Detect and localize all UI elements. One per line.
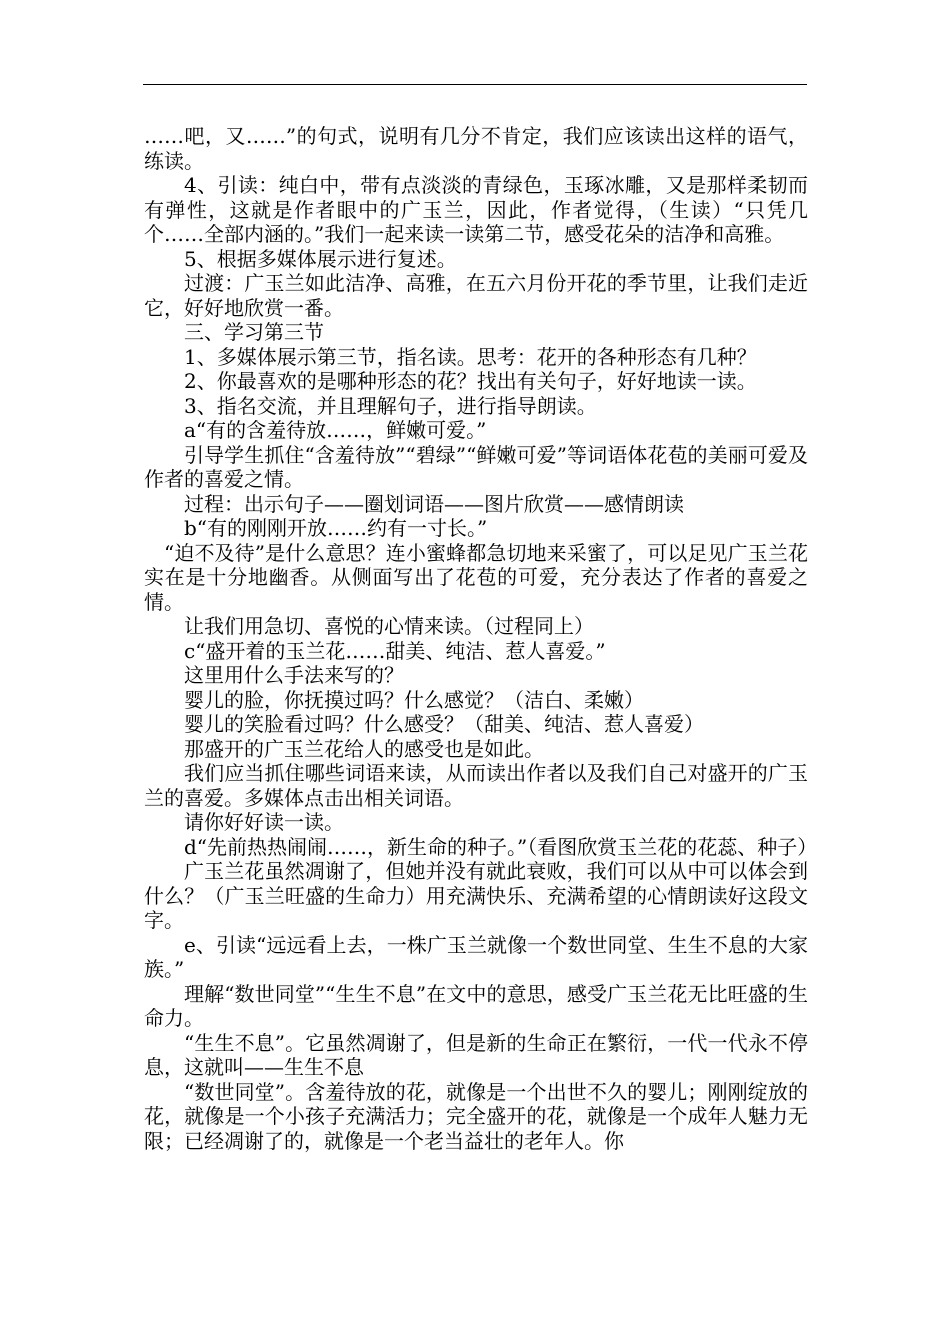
paragraph: 4、引读：纯白中，带有点淡淡的青绿色，玉琢冰雕，又是那样柔韧而有弹性，这就是作者眼中的广玉兰，因此，作者觉得，（生读）“只凭几个……全部内涵的。”我们一起来读一读第二节，感受花朵的洁净和高雅。: [144, 173, 808, 246]
paragraph: 广玉兰花虽然凋谢了，但她并没有就此衰败，我们可以从中可以体会到什么？（广玉兰旺盛的生命力）用充满快乐、充满希望的心情朗读好这段文字。: [144, 859, 808, 932]
paragraph: 1、多媒体展示第三节，指名读。思考：花开的各种形态有几种？: [184, 344, 757, 369]
paragraph: 三、学习第三节: [184, 320, 324, 344]
paragraph: “迫不及待”是什么意思？连小蜜蜂都急切地来采蜜了，可以足见广玉兰花实在是十分地幽香。从侧面写出了花苞的可爱，充分表达了作者的喜爱之情。: [144, 540, 808, 614]
paragraph: b“有的刚刚开放……约有一寸长。”: [184, 516, 488, 540]
paragraph: 我们应当抓住哪些词语来读，从而读出作者以及我们自己对盛开的广玉兰的喜爱。多媒体点击出相关词语。: [144, 761, 808, 810]
paragraph: ……吧，又……”的句式，说明有几分不肯定，我们应该读出这样的语气，练读。: [144, 124, 808, 173]
paragraph: 请你好好读一读。: [184, 810, 344, 834]
paragraph: a“有的含羞待放……，鲜嫩可爱。”: [184, 418, 487, 442]
header-rule: [143, 84, 807, 85]
paragraph: c“盛开着的玉兰花……甜美、纯洁、惹人喜爱。”: [184, 638, 606, 663]
paragraph: 2、你最喜欢的是哪种形态的花？找出有关句子，好好地读一读。: [184, 369, 757, 393]
paragraph: 过渡：广玉兰如此洁净、高雅，在五六月份开花的季节里，让我们走近它，好好地欣赏一番。: [144, 271, 808, 320]
paragraph: 3、指名交流，并且理解句子，进行指导朗读。: [184, 393, 597, 418]
paragraph: 婴儿的脸，你抚摸过吗？什么感觉？（洁白、柔嫩）: [184, 687, 644, 712]
paragraph: 5、根据多媒体展示进行复述。: [184, 246, 457, 271]
paragraph: d“先前热热闹闹……，新生命的种子。”（看图欣赏玉兰花的花蕊、种子）: [184, 834, 818, 859]
paragraph: 引导学生抓住“含羞待放”“碧绿”“鲜嫩可爱”等词语体花苞的美丽可爱及作者的喜爱之情。: [144, 442, 808, 491]
paragraph: 过程：出示句子——圈划词语——图片欣赏——感情朗读: [184, 491, 684, 516]
paragraph: 理解“数世同堂”“生生不息”在文中的意思，感受广玉兰花无比旺盛的生命力。: [144, 981, 808, 1030]
body-text: [144, 124, 818, 1153]
paragraph: “生生不息”。它虽然凋谢了，但是新的生命正在繁衍，一代一代永不停息，这就叫——生生不息: [144, 1030, 808, 1079]
paragraph: 婴儿的笑脸看过吗？什么感受？（甜美、纯洁、惹人喜爱）: [184, 712, 704, 736]
paragraph: e、引读“远远看上去，一株广玉兰就像一个数世同堂、生生不息的大家族。”: [144, 932, 808, 981]
paragraph: 让我们用急切、喜悦的心情来读。（过程同上）: [184, 614, 594, 638]
paragraph: “数世同堂”。含羞待放的花，就像是一个出世不久的婴儿；刚刚绽放的花，就像是一个小孩子充满活力；完全盛开的花，就像是一个成年人魅力无限；已经凋谢了的，就像是一个老当益壮的老年人。你: [144, 1079, 808, 1153]
paragraph: 这里用什么手法来写的？: [184, 663, 404, 687]
paragraph: 那盛开的广玉兰花给人的感受也是如此。: [184, 736, 544, 761]
